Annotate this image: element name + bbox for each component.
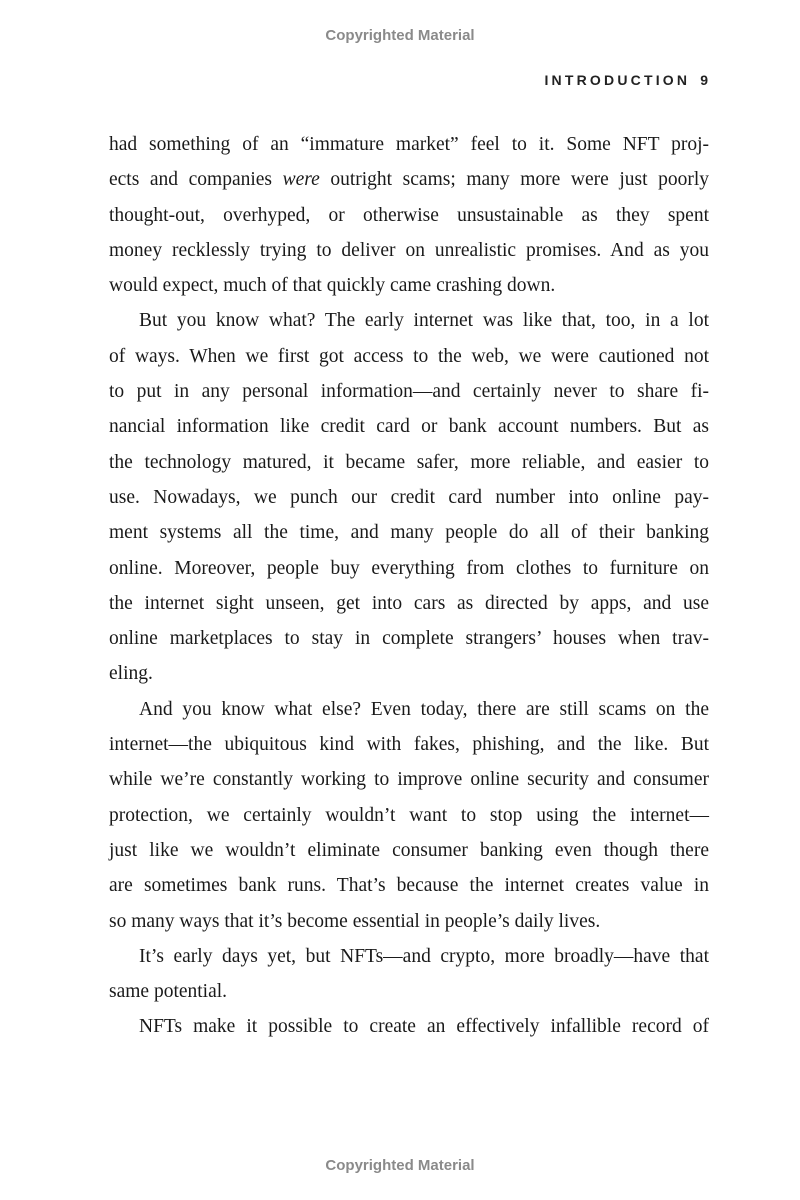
text-line: would expect, much of that quickly came crashing down. xyxy=(109,275,556,297)
text-line: ment systems all the time, and many people do all of their banking xyxy=(109,522,709,544)
text-line: NFTs make it possible to create an effectively infallible record of xyxy=(139,1016,709,1038)
text-line: ects and companies were outright scams; many more were just poorly xyxy=(109,169,709,191)
text-line: online marketplaces to stay in complete strangers’ houses when trav- xyxy=(109,628,709,650)
paragraph xyxy=(109,1009,709,1044)
running-head xyxy=(544,72,708,88)
text-line: online. Moreover, people buy everything from clothes to furniture on xyxy=(109,557,709,579)
text-line: But you know what? The early internet was like that, too, in a lot xyxy=(139,310,709,332)
text-line: just like we wouldn’t eliminate consumer banking even though there xyxy=(109,839,709,861)
copyright-watermark-top: Copyrighted Material xyxy=(325,27,475,44)
text-line: internet—the ubiquitous kind with fakes, phishing, and the like. But xyxy=(109,734,709,756)
page-number: 9 xyxy=(700,72,708,88)
paragraph xyxy=(109,939,709,1010)
text-line: use. Nowadays, we punch our credit card number into online pay- xyxy=(109,486,709,508)
text-line: same potential. xyxy=(109,981,228,1003)
text-line: protection, we certainly wouldn’t want to stop using the internet— xyxy=(109,804,709,826)
text-line: the internet sight unseen, get into cars as directed by apps, and use xyxy=(109,592,709,614)
copyright-watermark-bottom: Copyrighted Material xyxy=(325,1157,475,1174)
emphasis: were xyxy=(282,169,320,191)
text-line: eling. xyxy=(109,663,153,685)
section-title: INTRODUCTION xyxy=(544,72,691,88)
text-line: And you know what else? Even today, there are still scams on the xyxy=(139,698,709,720)
text-line: It’s early days yet, but NFTs—and crypto, more broadly—have that xyxy=(139,945,709,967)
text-line: so many ways that it’s become essential in people’s daily lives. xyxy=(109,910,601,932)
text-line: had something of an “immature market” feel to it. Some NFT proj- xyxy=(109,134,709,155)
text-line: thought-out, overhyped, or otherwise unsustainable as they spent xyxy=(109,204,709,226)
paragraph xyxy=(109,127,709,303)
text-line: money recklessly trying to deliver on unrealistic promises. And as you xyxy=(109,239,709,261)
text-line: the technology matured, it became safer, more reliable, and easier to xyxy=(109,451,709,473)
paragraph xyxy=(109,692,709,939)
body-text xyxy=(109,127,709,1045)
text-line: are sometimes bank runs. That’s because the internet creates value in xyxy=(109,875,709,897)
paragraph xyxy=(109,303,709,691)
text-line: while we’re constantly working to improve online security and consumer xyxy=(109,769,709,791)
text-line: to put in any personal information—and certainly never to share fi- xyxy=(109,381,709,403)
text-line: nancial information like credit card or bank account numbers. But as xyxy=(109,416,709,438)
text-line: of ways. When we first got access to the web, we were cautioned not xyxy=(109,345,709,367)
